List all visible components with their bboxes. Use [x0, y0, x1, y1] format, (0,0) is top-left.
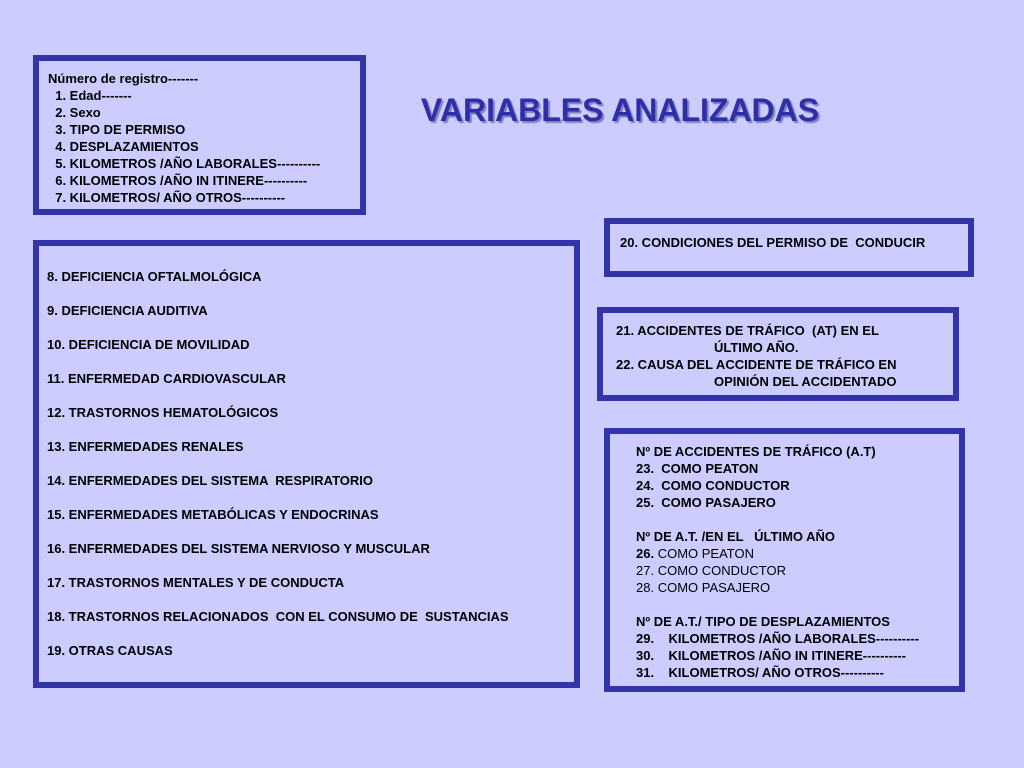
- list-item: 11. ENFERMEDAD CARDIOVASCULAR: [47, 371, 286, 386]
- list-item: 24. COMO CONDUCTOR: [636, 478, 790, 493]
- deficiencias-box: [33, 240, 580, 688]
- section-heading: Nº DE A.T. /EN EL ÚLTIMO AÑO: [636, 529, 836, 544]
- list-item: 12. TRASTORNOS HEMATOLÓGICOS: [47, 405, 279, 420]
- list-item: 18. TRASTORNOS RELACIONADOS CON EL CONSUMO DE SUSTANCIAS: [47, 609, 509, 624]
- list-item: 19. OTRAS CAUSAS: [47, 643, 173, 658]
- list-item: 29. KILOMETROS /AÑO LABORALES----------: [636, 631, 920, 646]
- list-item: [636, 545, 959, 562]
- list-item: 14. ENFERMEDADES DEL SISTEMA RESPIRATORIO: [47, 473, 374, 488]
- list-item: 3. TIPO DE PERMISO: [48, 122, 186, 137]
- list-item: 15. ENFERMEDADES METABÓLICAS Y ENDOCRINAS: [47, 507, 379, 522]
- list-item: 22. CAUSA DEL ACCIDENTE DE TRÁFICO EN: [616, 357, 897, 372]
- registro-heading: Número de registro-------: [48, 71, 199, 86]
- list-item: 6. KILOMETROS /AÑO IN ITINERE----------: [48, 173, 308, 188]
- item-text: COMO CONDUCTOR: [654, 563, 787, 578]
- list-item: 13. ENFERMEDADES RENALES: [47, 439, 244, 454]
- list-item: 1. Edad-------: [48, 88, 132, 103]
- item-text: COMO PASAJERO: [654, 580, 771, 595]
- item-text: COMO PEATON: [654, 546, 754, 561]
- item-number: 27.: [636, 563, 655, 578]
- item-number: 26.: [636, 546, 655, 561]
- list-item: OPINIÓN DEL ACCIDENTADO: [714, 374, 897, 389]
- list-item: ÚLTIMO AÑO.: [714, 340, 799, 355]
- list-item: 8. DEFICIENCIA OFTALMOLÓGICA: [47, 269, 262, 284]
- list-item: 25. COMO PASAJERO: [636, 495, 776, 510]
- list-item: 10. DEFICIENCIA DE MOVILIDAD: [47, 337, 250, 352]
- section-heading: Nº DE ACCIDENTES DE TRÁFICO (A.T): [636, 444, 876, 459]
- section-heading: Nº DE A.T./ TIPO DE DESPLAZAMIENTOS: [636, 614, 890, 629]
- list-item: 7. KILOMETROS/ AÑO OTROS----------: [48, 190, 286, 205]
- list-item: 4. DESPLAZAMIENTOS: [48, 139, 199, 154]
- numero-accidentes-box: [604, 428, 965, 692]
- list-item: 17. TRASTORNOS MENTALES Y DE CONDUCTA: [47, 575, 345, 590]
- list-item: 21. ACCIDENTES DE TRÁFICO (AT) EN EL: [616, 323, 879, 338]
- list-item: 30. KILOMETROS /AÑO IN ITINERE----------: [636, 648, 907, 663]
- permiso-text: 20. CONDICIONES DEL PERMISO DE CONDUCIR: [620, 235, 926, 250]
- list-item: 9. DEFICIENCIA AUDITIVA: [47, 303, 208, 318]
- list-item: [636, 579, 959, 596]
- slide-title: VARIABLES ANALIZADAS: [420, 92, 820, 128]
- list-item: [636, 562, 959, 579]
- item-number: 28.: [636, 580, 655, 595]
- list-item: 2. Sexo: [48, 105, 101, 120]
- list-item: 23. COMO PEATON: [636, 461, 759, 476]
- registro-box: [33, 55, 366, 215]
- permiso-box: [604, 218, 974, 277]
- accidentes-box: [597, 307, 959, 401]
- list-item: 5. KILOMETROS /AÑO LABORALES----------: [48, 156, 321, 171]
- list-item: 16. ENFERMEDADES DEL SISTEMA NERVIOSO Y MUSCULAR: [47, 541, 430, 556]
- list-item: 31. KILOMETROS/ AÑO OTROS----------: [636, 665, 884, 680]
